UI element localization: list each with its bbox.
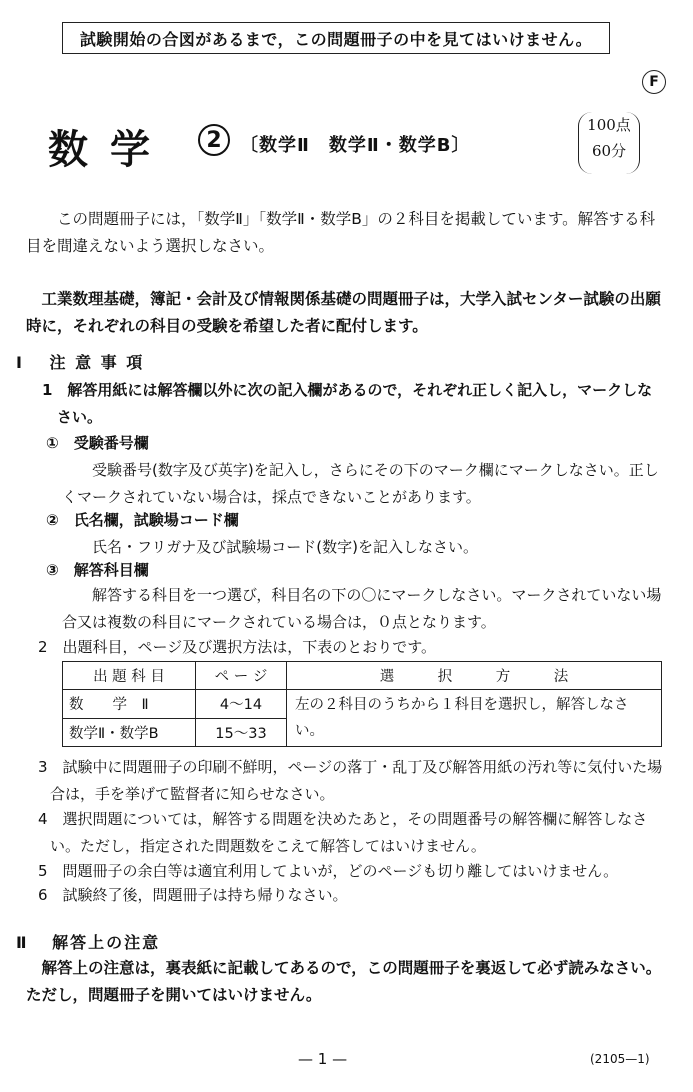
table-cell-method: 左の２科目のうちから１科目を選択し，解答しなさい。 [287,690,662,747]
section1-number: Ⅰ [16,353,24,372]
score-time-bracket [578,112,640,174]
section1-title: 注 意 事 項 [49,353,145,372]
item-1: 1 解答用紙には解答欄以外に次の記入欄があるので，それぞれ正しく記入し，マークしなさい。 [42,381,653,426]
item-2: 2 出題科目，ページ及び選択方法は，下表のとおりです。 [38,638,437,656]
score-points: 100点 [587,116,631,134]
item-4: 4 選択問題については，解答する問題を決めたあと，その問題番号の解答欄に解答しなさい。ただし，指定された問題数をこえて解答してはいけません。 [38,810,648,855]
page-code: (2105—1) [590,1052,650,1066]
exam-notice-box [62,22,610,54]
sub3-title: ③ 解答科目欄 [46,561,149,579]
section1-heading [16,350,144,373]
table-row [63,690,662,719]
page-number: — 1 — [298,1050,348,1068]
intro-paragraph-1: この問題冊子には，「数学Ⅱ」「数学Ⅱ・数学B」の２科目を掲載しています。解答する科目を間違えないよう選択しなさい。 [26,210,656,255]
version-mark: F [649,74,659,90]
title-number-circle [198,124,230,156]
version-mark-circle [642,70,666,94]
table-header: 出 題 科 目 [63,662,196,690]
score-time: 60分 [591,142,627,160]
subject-table [62,661,662,747]
intro-paragraph-2: 工業数理基礎，簿記・会計及び情報関係基礎の問題冊子は，大学入試センター試験の出願時に，それぞれの科目の受験を希望した者に配付します。 [26,290,661,335]
section2-title: 解答上の注意 [52,933,161,952]
section2-heading [16,930,160,953]
section2-body: 解答上の注意は，裏表紙に記載してあるので，この問題冊子を裏返して必ず読みなさい。ただし，問題冊子を開いてはいけません。 [26,959,662,1004]
section2-number: Ⅱ [16,933,29,952]
item-5: 5 問題冊子の余白等は適宜利用してよいが，どのページも切り離してはいけません。 [38,862,619,880]
sub1-body: 受験番号(数字及び英字)を記入し，さらにその下のマーク欄にマークしなさい。正しくマークされていない場合は，採点できないことがあります。 [62,461,659,506]
sub1-title: ① 受験番号欄 [46,434,149,452]
table-header: ペ ー ジ [196,662,287,690]
item-6: 6 試験終了後，問題冊子は持ち帰りなさい。 [38,886,348,904]
title-number: 2 [206,127,222,153]
table-header-row [63,662,662,690]
page-title: 数学 [48,126,172,173]
table-header: 選 択 方 法 [287,662,662,690]
exam-notice: 試験開始の合図があるまで，この問題冊子の中を見てはいけません。 [79,29,593,49]
sub2-title: ② 氏名欄，試験場コード欄 [46,511,239,529]
table-cell-pages: 4〜14 [196,690,287,719]
sub2-body: 氏名・フリガナ及び試験場コード(数字)を記入しなさい。 [92,538,478,556]
table-cell-subject: 数 学 Ⅱ [63,690,196,719]
table-cell-pages: 15〜33 [196,718,287,747]
item-3: 3 試験中に問題冊子の印刷不鮮明，ページの落丁・乱丁及び解答用紙の汚れ等に気付いた場合は，手を挙げて監督者に知らせなさい。 [38,758,663,803]
table-cell-subject: 数学Ⅱ・数学B [63,718,196,747]
sub3-body: 解答する科目を一つ選び，科目名の下の〇にマークしなさい。マークされていない場合又は複数の科目にマークされている場合は，０点となります。 [62,586,662,631]
subjects-line: 〔数学Ⅱ 数学Ⅱ・数学B〕 [240,135,471,156]
